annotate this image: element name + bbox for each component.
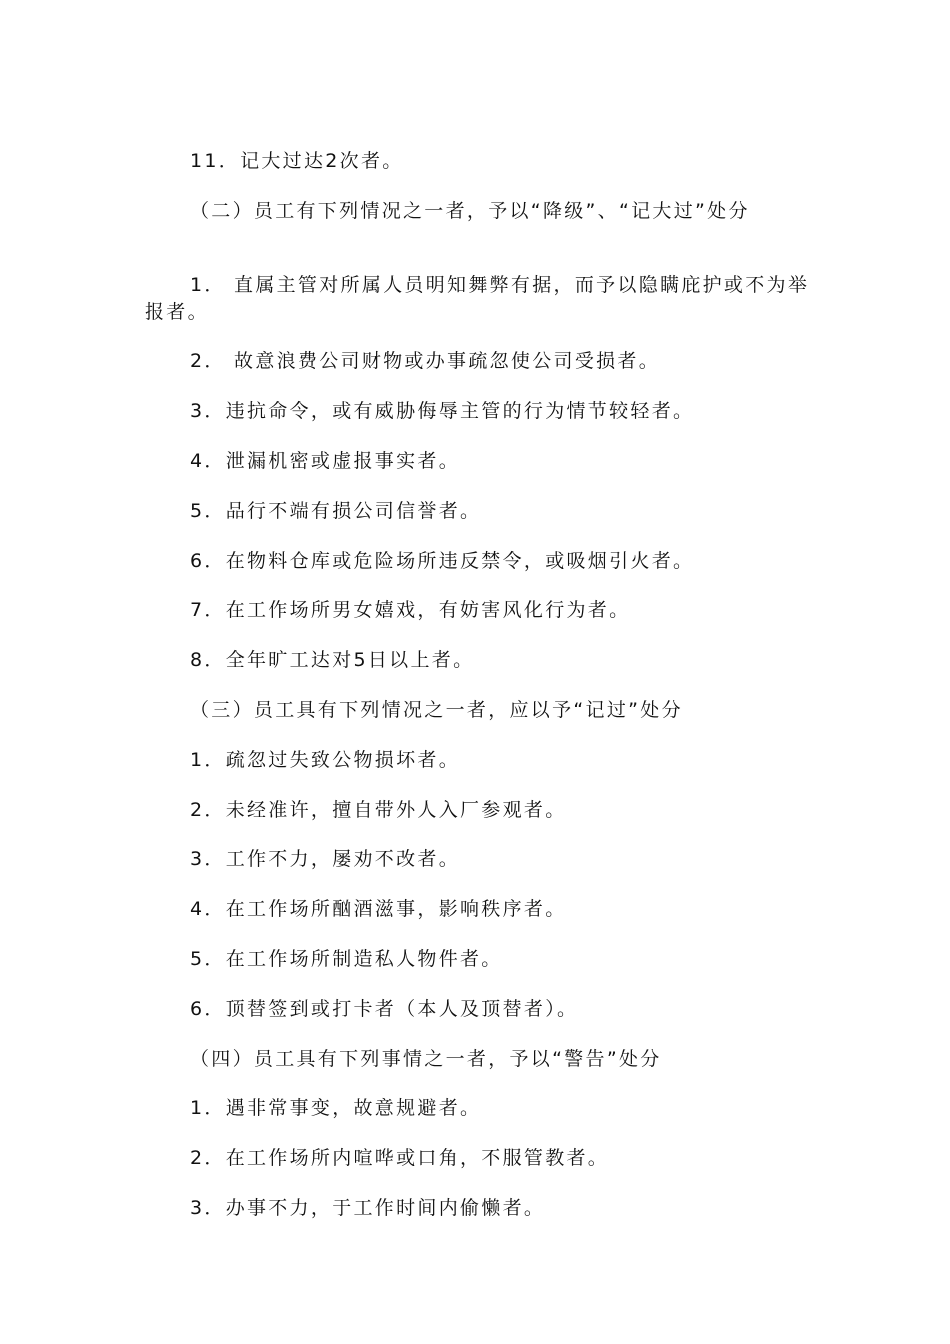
section-4-heading: （四）员工具有下列事情之一者，予以“警告”处分: [190, 1048, 662, 1070]
section-2-item-3: 3．违抗命令，或有威胁侮辱主管的行为情节较轻者。: [190, 400, 695, 422]
section-3-item-3: 3．工作不力，屡劝不改者。: [190, 848, 460, 870]
section-2-item-8: 8．全年旷工达对5日以上者。: [190, 649, 475, 671]
section-4-item-3: 3．办事不力，于工作时间内偷懒者。: [190, 1197, 546, 1219]
section-3-item-2: 2．未经准许，擅自带外人入厂参观者。: [190, 799, 567, 821]
section-3-item-5: 5．在工作场所制造私人物件者。: [190, 948, 503, 970]
section-3-item-4: 4．在工作场所酗酒滋事，影响秩序者。: [190, 898, 567, 920]
section-2-item-1: 1． 直属主管对所属人员明知舞弊有据，而予以隐瞒庇护或不为举报者。: [145, 274, 810, 323]
section-2-item-7: 7．在工作场所男女嬉戏，有妨害风化行为者。: [190, 599, 631, 621]
section-3-item-1: 1．疏忽过失致公物损坏者。: [190, 749, 460, 771]
section-2-heading: （二）员工有下列情况之一者，予以“降级”、“记大过”处分: [190, 200, 750, 222]
section-4-item-2: 2．在工作场所内喧哗或口角，不服管教者。: [190, 1147, 610, 1169]
section-4-item-1: 1．遇非常事变，故意规避者。: [190, 1097, 482, 1119]
section-2-item-5: 5．品行不端有损公司信誉者。: [190, 500, 482, 522]
item-11-major-demerit-twice: 11．记大过达2次者。: [190, 150, 404, 172]
section-3-item-6: 6．顶替签到或打卡者（本人及顶替者）。: [190, 998, 579, 1020]
section-2-item-2: 2． 故意浪费公司财物或办事疏忽使公司受损者。: [190, 350, 661, 372]
section-2-item-4: 4．泄漏机密或虚报事实者。: [190, 450, 460, 472]
section-3-heading: （三）员工具有下列情况之一者，应以予“记过”处分: [190, 699, 683, 721]
section-2-item-6: 6．在物料仓库或危险场所违反禁令，或吸烟引火者。: [190, 550, 695, 572]
